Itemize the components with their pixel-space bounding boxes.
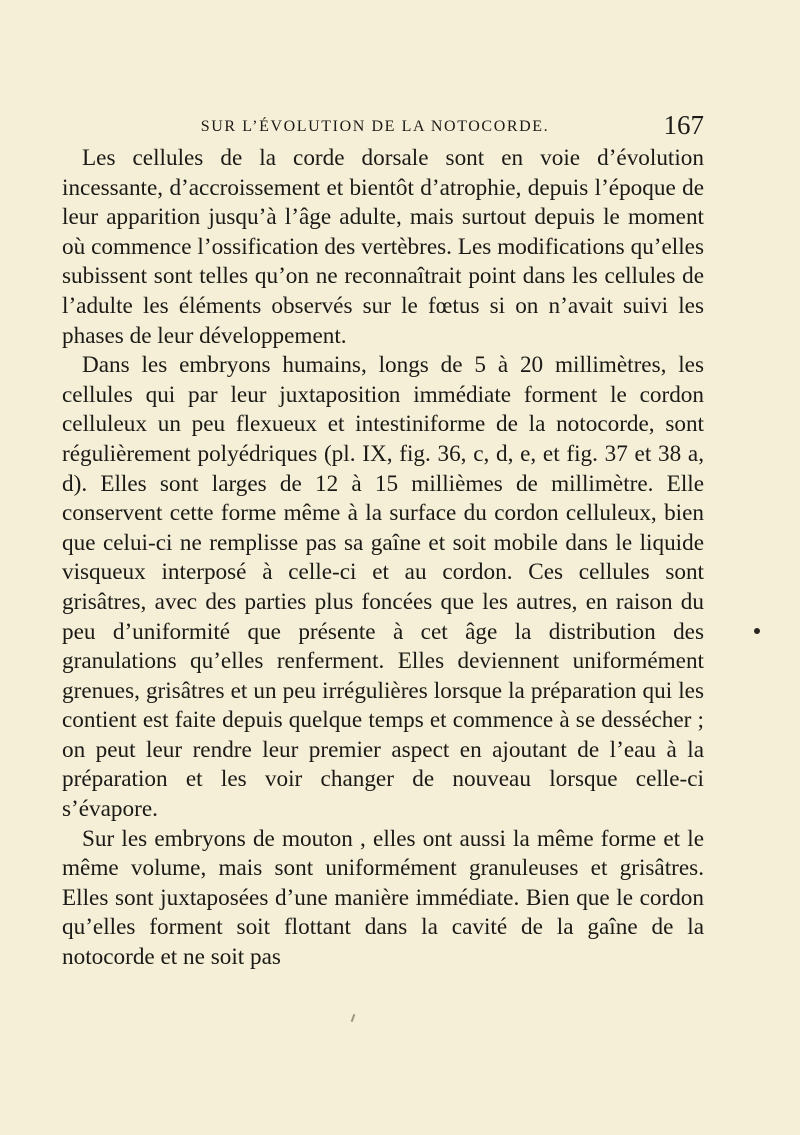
body-text xyxy=(62,144,704,973)
paragraph-3: Sur les embryons de mouton , elles ont aussi la même forme et le même volume, mais sont uniformément granuleuses et grisâtres. Elles sont juxtaposées d’une manière immédiate. Bien que le cordon qu’elles forment soit flottant dans la cavité de la gaîne de la notocorde et ne soit pas xyxy=(62,825,704,971)
paragraph-1: Les cellules de la corde dorsale sont en voie d’évolution incessante, d’accroissement et bientôt d’atrophie, depuis l’époque de leur apparition jusqu’à l’âge adulte, mais surtout depuis le moment où commence l’ossification des vertèbres. Les modifications qu’elles subissent sont telles qu’on ne reconnaîtrait point dans les cellules de l’adulte les éléments observés sur le fœtus si on n’avait suivi les phases de leur développement. xyxy=(62,145,704,349)
running-head xyxy=(126,110,704,144)
paper-blemish xyxy=(351,1014,356,1022)
margin-ink-dot xyxy=(754,628,760,634)
page-number: 167 xyxy=(663,110,704,140)
running-title: SUR L’ÉVOLUTION DE LA NOTOCORDE. xyxy=(200,118,550,135)
paragraph-2: Dans les embryons humains, longs de 5 à 20 millimètres, les cellules qui par leur juxtaposition immédiate forment le cordon celluleux un peu flexueux et intestiniforme de la notocorde, sont régulièrement polyédriques (pl. IX, fig. 36, c, d, e, et fig. 37 et 38 a, d). Elles sont larges de 12 à 15 millièmes de millimètre. Elle conservent cette forme même à la surface du cordon celluleux, bien que celui-ci ne remplisse pas sa gaîne et soit mobile dans le liquide visqueux interposé à celle-ci et au cordon. Ces cellules sont grisâtres, avec des parties plus foncées que les autres, en raison du peu d’uniformité que présente à cet âge la distribution des granulations qu’elles renferment. Elles deviennent uniformément grenues, grisâtres et un peu irrégulières lorsque la préparation qui les contient est faite depuis quelque temps et commence à se dessécher ; on peut leur rendre leur premier aspect en ajoutant de l’eau à la préparation et les voir changer de nouveau lorsque celle-ci s’évapore. xyxy=(62,352,704,823)
